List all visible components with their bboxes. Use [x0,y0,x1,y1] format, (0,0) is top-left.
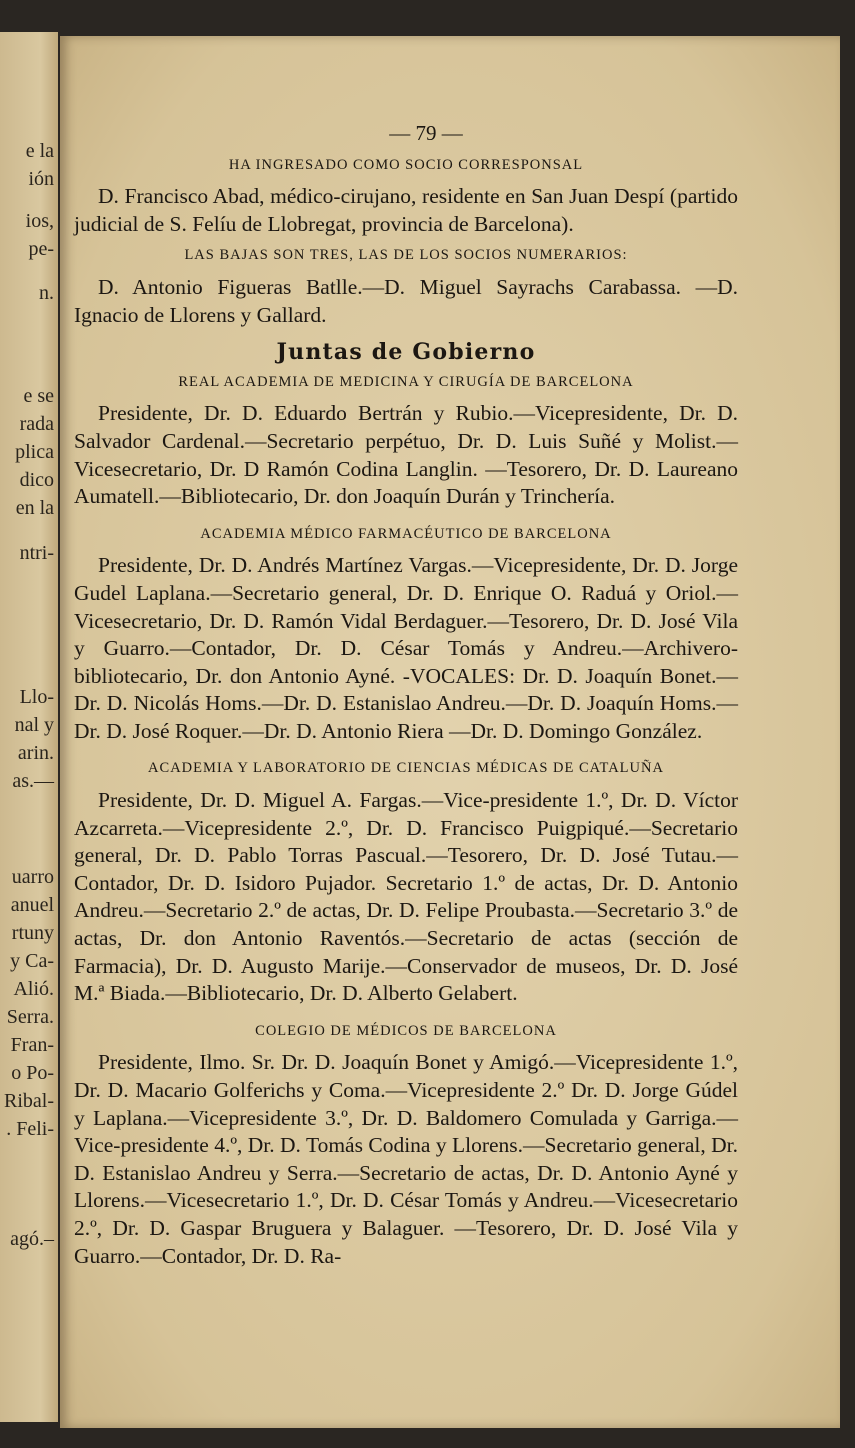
title-juntas-de-gobierno: Juntas de Gobierno [276,339,536,366]
left-page-fragment: n. [39,282,54,304]
left-page-fragment: arin. [17,742,54,764]
left-page-fragment: rtuny [11,922,54,944]
left-page-fragment: o Po- [11,1062,54,1084]
section-heading-academia-medico-farmaceutico: ACADEMIA MÉDICO FARMACÉUTICO DE BARCELONA [200,525,612,542]
section-text-academia-laboratorio: Presidente, Dr. D. Miguel A. Fargas.—Vice-presidente 1.º, Dr. D. Víctor Azcarreta.—Vicepresidente 2.º, Dr. D. Francisco Puigpiqué.—Secretario general, Dr. D. Pablo Torras Pascual.—Tesorero, Dr. D. José Tutau.—Contador, Dr. D. Isidoro Pujador. Secretario 1.º de actas, Dr. D. Antonio Andreu.—Secretario 2.º de actas, Dr. D. Felipe Proubasta.—Secretario 3.º de actas, Dr. don Antonio Raventós.—Secretario de actas (sección de Farmacia), Dr. D. Augusto Marije.—Conservador de museos, Dr. D. José M.ª Biada.—Bibliotecario, Dr. D. Alberto Gelabert. [74,788,738,1006]
left-page-fragment: e se [23,385,54,407]
heading-corresponsal: HA INGRESADO COMO SOCIO CORRESPONSAL [228,156,584,173]
left-page-fragment: Alió. [13,978,54,1000]
section-heading-colegio-medicos: COLEGIO DE MÉDICOS DE BARCELONA [255,1022,557,1039]
left-page-fragment: y Ca- [10,950,54,972]
left-page-fragment: nal y [14,714,54,736]
left-page-fragment: Ribal- [4,1090,54,1112]
left-page-fragment: as.— [12,770,54,792]
paragraph-corresponsal: D. Francisco Abad, médico-cirujano, residente en San Juan Despí (partido judicial de S. Felíu de Llobregat, provincia de Barcelona). [74,184,738,236]
left-page-fragment: Serra. [6,1006,54,1028]
left-page-fragment: anuel [10,894,54,916]
section-heading-real-academia: REAL ACADEMIA DE MEDICINA Y CIRUGÍA DE BARCELONA [178,373,634,390]
page-number: — 79 — [389,121,463,145]
left-page-fragment: ios, [25,210,54,232]
left-page-fragment: rada [19,413,54,435]
paragraph-bajas: D. Antonio Figueras Batlle.—D. Miguel Sayrachs Carabassa. —D. Ignacio de Llorens y Gallard. [74,274,738,327]
left-page-fragment: plica [15,441,54,463]
section-text-real-academia: Presidente, Dr. D. Eduardo Bertrán y Rubio.—Vicepresidente, Dr. D. Salvador Cardenal.—Secretario perpétuo, Dr. D. Luis Suñé y Molist.—Vicesecretario, Dr. D Ramón Codina Langlin. —Tesorero, Dr. D. Laureano Aumatell.—Bibliotecario, Dr. don Joaquín Durán y Trinchería. [74,401,738,509]
left-page-fragment: Llo- [19,686,54,708]
left-page-fragment: pe- [28,238,54,260]
left-page-fragment: . Feli- [6,1118,54,1140]
left-page-fragment: agó.– [10,1228,54,1250]
section-text-colegio-medicos: Presidente, Ilmo. Sr. Dr. D. Joaquín Bonet y Amigó.—Vicepresidente 1.º, Dr. D. Macario Golferichs y Coma.—Vicepresidente 2.º Dr. D. Jorge Gúdel y Laplana.—Vicepresidente 3.º, Dr. D. Baldomero Comulada y Garriga.—Vice-presidente 4.º, Dr. D. Tomás Codina y Llorens.—Secretario general, Dr. D. Estanislao Andreu y Serra.—Secretario de actas, Dr. D. Antonio Ayné y Llorens.—Vicesecretario 1.º, Dr. D. César Tomás y Andreu.—Vicesecretario 2.º, Dr. D. Gaspar Bruguera y Balaguer. —Tesorero, Dr. D. José Vila y Guarro.—Contador, Dr. D. Ra- [74,1050,738,1268]
book-page [60,36,840,1428]
left-page-fragment: en la [15,497,54,519]
left-page-fragment: dico [19,469,54,491]
heading-bajas: LAS BAJAS SON TRES, LAS DE LOS SOCIOS NUMERARIOS: [184,247,628,264]
left-page-fragment: uarro [11,866,54,888]
left-page-fragment: Fran- [10,1034,54,1056]
section-text-academia-medico-farmaceutico: Presidente, Dr. D. Andrés Martínez Vargas.—Vicepresidente, Dr. D. Jorge Gudel Laplana.—Secretario general, Dr. D. Enrique O. Raduá y Oriol.—Vicesecretario, Dr. D. Ramón Vidal Berdaguer.—Tesorero, Dr. D. José Vila y Guarro.—Contador, Dr. D. César Tomás y Andreu.—Archivero-bibliotecario, Dr. don Antonio Ayné. -VOCALES: Dr. D. Joaquín Bonet.—Dr. D. Nicolás Homs.—Dr. D. Estanislao Andreu.—Dr. D. Joaquín Homs.—Dr. D. José Roquer.—Dr. D. Antonio Riera —Dr. D. Domingo González. [74,553,738,743]
left-page-edge [0,32,58,1422]
left-page-fragment: e la [25,140,54,162]
page-content [74,120,738,1274]
left-page-fragment: ntri- [19,542,54,564]
section-heading-academia-laboratorio: ACADEMIA Y LABORATORIO DE CIENCIAS MÉDICAS DE CATALUÑA [148,760,664,777]
left-page-fragment: ión [28,168,54,190]
